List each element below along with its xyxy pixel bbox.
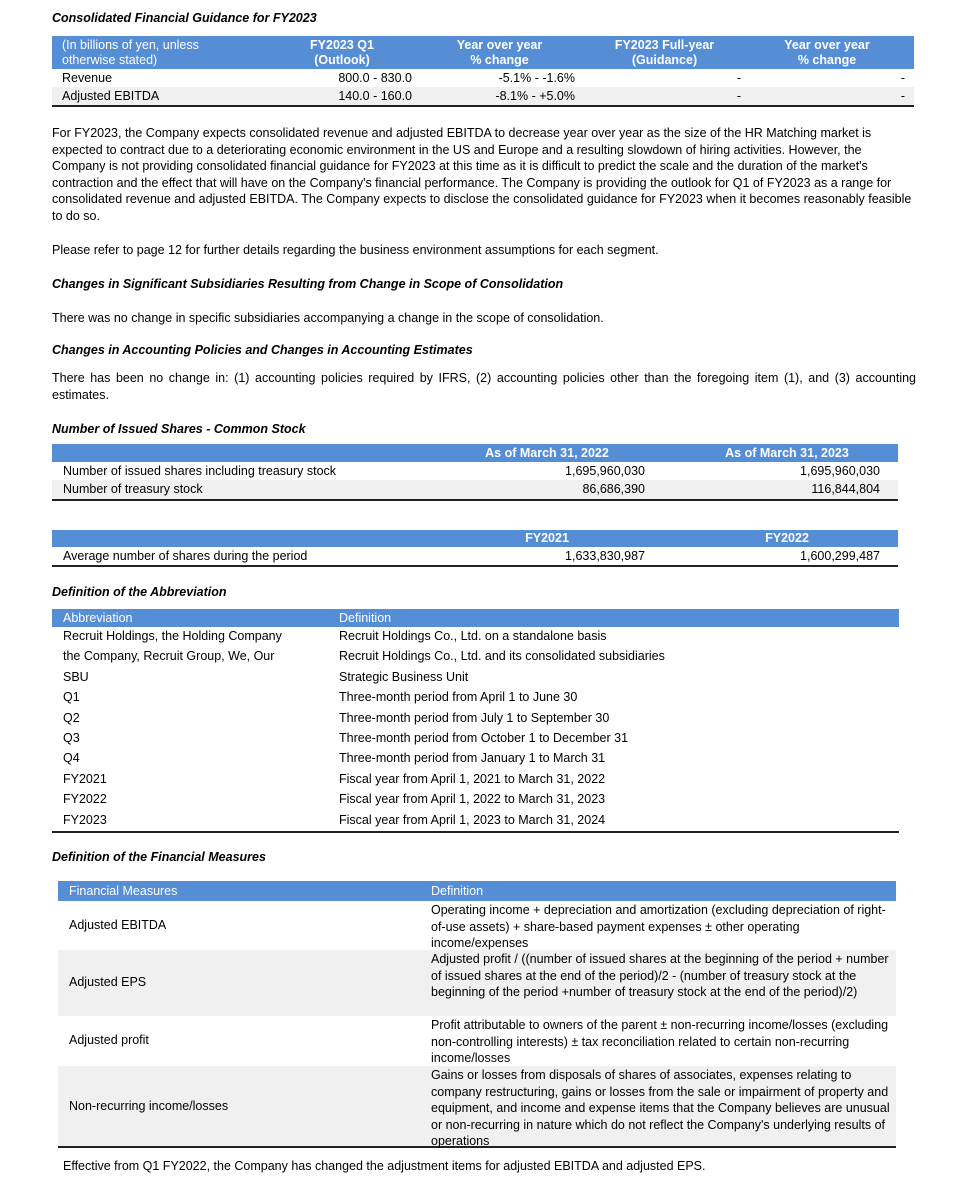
table-row bbox=[52, 729, 899, 749]
abbr-cell: FY2023 bbox=[63, 812, 107, 827]
measure-header: Financial Measures bbox=[69, 884, 178, 898]
measure-cell: Adjusted EBITDA bbox=[69, 918, 167, 932]
refer-paragraph: Please refer to page 12 for further details regarding the business environment assumptions for each segment. bbox=[52, 243, 659, 257]
abbr-cell: FY2022 bbox=[63, 792, 107, 807]
measures-footnote: Effective from Q1 FY2022, the Company has changed the adjustment items for adjusted EBITDA and adjusted EPS. bbox=[63, 1159, 706, 1173]
q1-value: 140.0 - 160.0 bbox=[338, 89, 412, 103]
row-label: Number of treasury stock bbox=[63, 482, 203, 496]
def-cell: Adjusted profit / ((number of issued shares at the beginning of the period + number of issued shares at the end of the period)/2 - (number of treasury stock at the beginning of the period +number of treasury stock at the end of the period)/2) bbox=[431, 952, 889, 999]
value-2022: 86,686,390 bbox=[582, 482, 645, 496]
abbr-cell: Q2 bbox=[63, 710, 80, 725]
value-2023: 116,844,804 bbox=[811, 482, 880, 496]
value-fy2022: 1,600,299,487 bbox=[800, 549, 880, 563]
subsidiaries-text: There was no change in specific subsidiaries accompanying a change in the scope of consolidation. bbox=[52, 311, 604, 325]
subsidiaries-title: Changes in Significant Subsidiaries Resulting from Change in Scope of Consolidation bbox=[52, 277, 564, 291]
yoy2-value: - bbox=[900, 71, 905, 85]
yoy1-header-line2: % change bbox=[470, 52, 529, 67]
yoy1-value: -8.1% - +5.0% bbox=[495, 89, 575, 103]
def-cell: Fiscal year from April 1, 2022 to March 31, 2023 bbox=[339, 792, 606, 807]
shares-row-issued bbox=[52, 462, 898, 480]
q1-value: 800.0 - 830.0 bbox=[338, 71, 412, 85]
abbreviations-body bbox=[52, 627, 899, 833]
fy-value: - bbox=[736, 89, 741, 103]
table-row bbox=[52, 770, 899, 790]
table-row bbox=[52, 627, 899, 647]
measure-cell: Adjusted EPS bbox=[69, 975, 147, 989]
measure-row-adjusted-ebitda bbox=[58, 901, 896, 950]
measure-row-non-recurring bbox=[58, 1066, 896, 1148]
value-fy2021: 1,633,830,987 bbox=[565, 549, 645, 563]
yoy1-value: -5.1% - -1.6% bbox=[498, 71, 575, 85]
shares-table bbox=[52, 444, 898, 501]
abbr-cell: Q3 bbox=[63, 731, 80, 745]
accounting-title: Changes in Accounting Policies and Changes in Accounting Estimates bbox=[52, 343, 473, 357]
fy-header-line1: FY2023 Full-year bbox=[614, 38, 715, 52]
yoy2-value: - bbox=[900, 89, 905, 103]
outlook-paragraph: For FY2023, the Company expects consolidated revenue and adjusted EBITDA to decrease year over year as the size of the HR Matching market is expected to contract due to a deteriorating economic environment in the US and Europe and a resulting slowdown of hiring activities. However, the Company is not providing consolidated financial guidance for FY2023 at this time as it is difficult to predict the scale and the duration of the market's contraction and the effect that will have on the Company's financial performance. The Company is providing the outlook for Q1 of FY2023 as a range for consolidated revenue and adjusted EBITDA. The Company expects to disclose the consolidated guidance for FY2023 when it becomes reasonably feasible to do so. bbox=[52, 126, 912, 223]
table-row bbox=[52, 790, 899, 810]
measures-title: Definition of the Financial Measures bbox=[52, 850, 266, 864]
def-cell: Recruit Holdings Co., Ltd. on a standalone basis bbox=[339, 629, 607, 643]
yoy1-header-line1: Year over year bbox=[456, 38, 543, 52]
row-label: Revenue bbox=[62, 71, 113, 85]
measure-cell: Non-recurring income/losses bbox=[69, 1099, 229, 1113]
measure-row-adjusted-eps bbox=[58, 950, 896, 1016]
table-row bbox=[52, 668, 899, 688]
abbr-cell: SBU bbox=[63, 669, 89, 684]
def-cell: Three-month period from October 1 to December 31 bbox=[339, 731, 629, 745]
def-cell: Fiscal year from April 1, 2023 to March 31, 2024 bbox=[339, 812, 606, 827]
yoy2-header-line1: Year over year bbox=[784, 38, 870, 52]
shares-header-2022: As of March 31, 2022 bbox=[485, 446, 609, 460]
guidance-title: Consolidated Financial Guidance for FY2023 bbox=[52, 11, 317, 25]
abbr-cell: Q1 bbox=[63, 690, 80, 705]
shares-title: Number of Issued Shares - Common Stock bbox=[52, 422, 306, 436]
fy-header-line2: (Guidance) bbox=[631, 52, 698, 67]
row-label: Number of issued shares including treasury stock bbox=[63, 464, 337, 478]
q1-header-line1: FY2023 Q1 bbox=[310, 38, 374, 52]
abbreviations-table bbox=[52, 609, 899, 833]
def-cell: Gains or losses from disposals of shares of associates, expenses relating to company restructuring, gains or losses from the sale or impairment of property and equipment, and income and expense items that the Company believes are unusual or non-recurring in nature which do not reflect the Company's underlying results of operations bbox=[431, 1068, 890, 1148]
fy-value: - bbox=[736, 71, 741, 85]
measure-cell: Adjusted profit bbox=[69, 1033, 149, 1047]
unit-header-line2: otherwise stated) bbox=[62, 52, 158, 67]
yoy2-header-line2: % change bbox=[797, 52, 857, 67]
measures-header-row bbox=[58, 881, 896, 901]
shares-row-treasury bbox=[52, 480, 898, 501]
def-cell: Profit attributable to owners of the parent ± non-recurring income/losses (excluding non-controlling interests) ± tax reconciliation related to certain non-recurring income/losses bbox=[431, 1018, 889, 1065]
value-2023: 1,695,960,030 bbox=[800, 464, 880, 478]
abbreviations-title: Definition of the Abbreviation bbox=[52, 585, 227, 599]
table-row bbox=[52, 749, 899, 769]
yoy1-header bbox=[432, 38, 567, 67]
average-header-row bbox=[52, 530, 898, 547]
abbr-cell: FY2021 bbox=[63, 771, 107, 786]
def-cell: Three-month period from January 1 to March 31 bbox=[339, 751, 606, 766]
average-header-fy2022: FY2022 bbox=[765, 531, 809, 545]
average-header-fy2021: FY2021 bbox=[525, 531, 569, 545]
measures-table bbox=[58, 881, 896, 1148]
guidance-row-revenue bbox=[52, 69, 914, 87]
table-row bbox=[52, 647, 899, 667]
def-cell: Strategic Business Unit bbox=[339, 669, 469, 684]
def-header: Definition bbox=[431, 884, 484, 898]
q1-header-line2: (Outlook) bbox=[314, 52, 370, 67]
def-cell: Three-month period from July 1 to September 30 bbox=[339, 710, 610, 725]
row-label: Adjusted EBITDA bbox=[62, 89, 160, 103]
abbr-cell: the Company, Recruit Group, We, Our bbox=[63, 649, 275, 664]
table-row bbox=[52, 811, 899, 831]
unit-header bbox=[62, 38, 199, 67]
abbreviations-header-row bbox=[52, 609, 899, 627]
def-cell: Fiscal year from April 1, 2021 to March 31, 2022 bbox=[339, 771, 606, 786]
table-row bbox=[52, 709, 899, 729]
row-label: Average number of shares during the period bbox=[63, 549, 308, 563]
q1-header bbox=[282, 38, 402, 67]
abbr-cell: Recruit Holdings, the Holding Company bbox=[63, 629, 282, 643]
abbr-cell: Q4 bbox=[63, 751, 80, 766]
def-cell: Operating income + depreciation and amortization (excluding depreciation of right-of-use assets) + share-based payment expenses ± other operating income/expenses bbox=[431, 903, 886, 950]
average-shares-table bbox=[52, 530, 898, 567]
table-row bbox=[52, 688, 899, 708]
measure-row-adjusted-profit bbox=[58, 1016, 896, 1066]
shares-header-row bbox=[52, 444, 898, 462]
def-cell: Three-month period from April 1 to June 30 bbox=[339, 690, 578, 705]
unit-header-line1: (In billions of yen, unless bbox=[62, 38, 199, 52]
shares-header-2023: As of March 31, 2023 bbox=[725, 446, 849, 460]
guidance-table bbox=[52, 36, 914, 107]
def-cell: Recruit Holdings Co., Ltd. and its consolidated subsidiaries bbox=[339, 649, 665, 664]
average-row bbox=[52, 547, 898, 567]
accounting-text: There has been no change in: (1) accounting policies required by IFRS, (2) accounting policies other than the foregoing item (1), and (3) accounting estimates. bbox=[52, 371, 916, 402]
fy-header bbox=[592, 38, 737, 67]
abbr-header: Abbreviation bbox=[63, 611, 133, 625]
guidance-row-ebitda bbox=[52, 87, 914, 107]
value-2022: 1,695,960,030 bbox=[565, 464, 645, 478]
def-header: Definition bbox=[339, 611, 392, 625]
yoy2-header bbox=[757, 38, 897, 67]
